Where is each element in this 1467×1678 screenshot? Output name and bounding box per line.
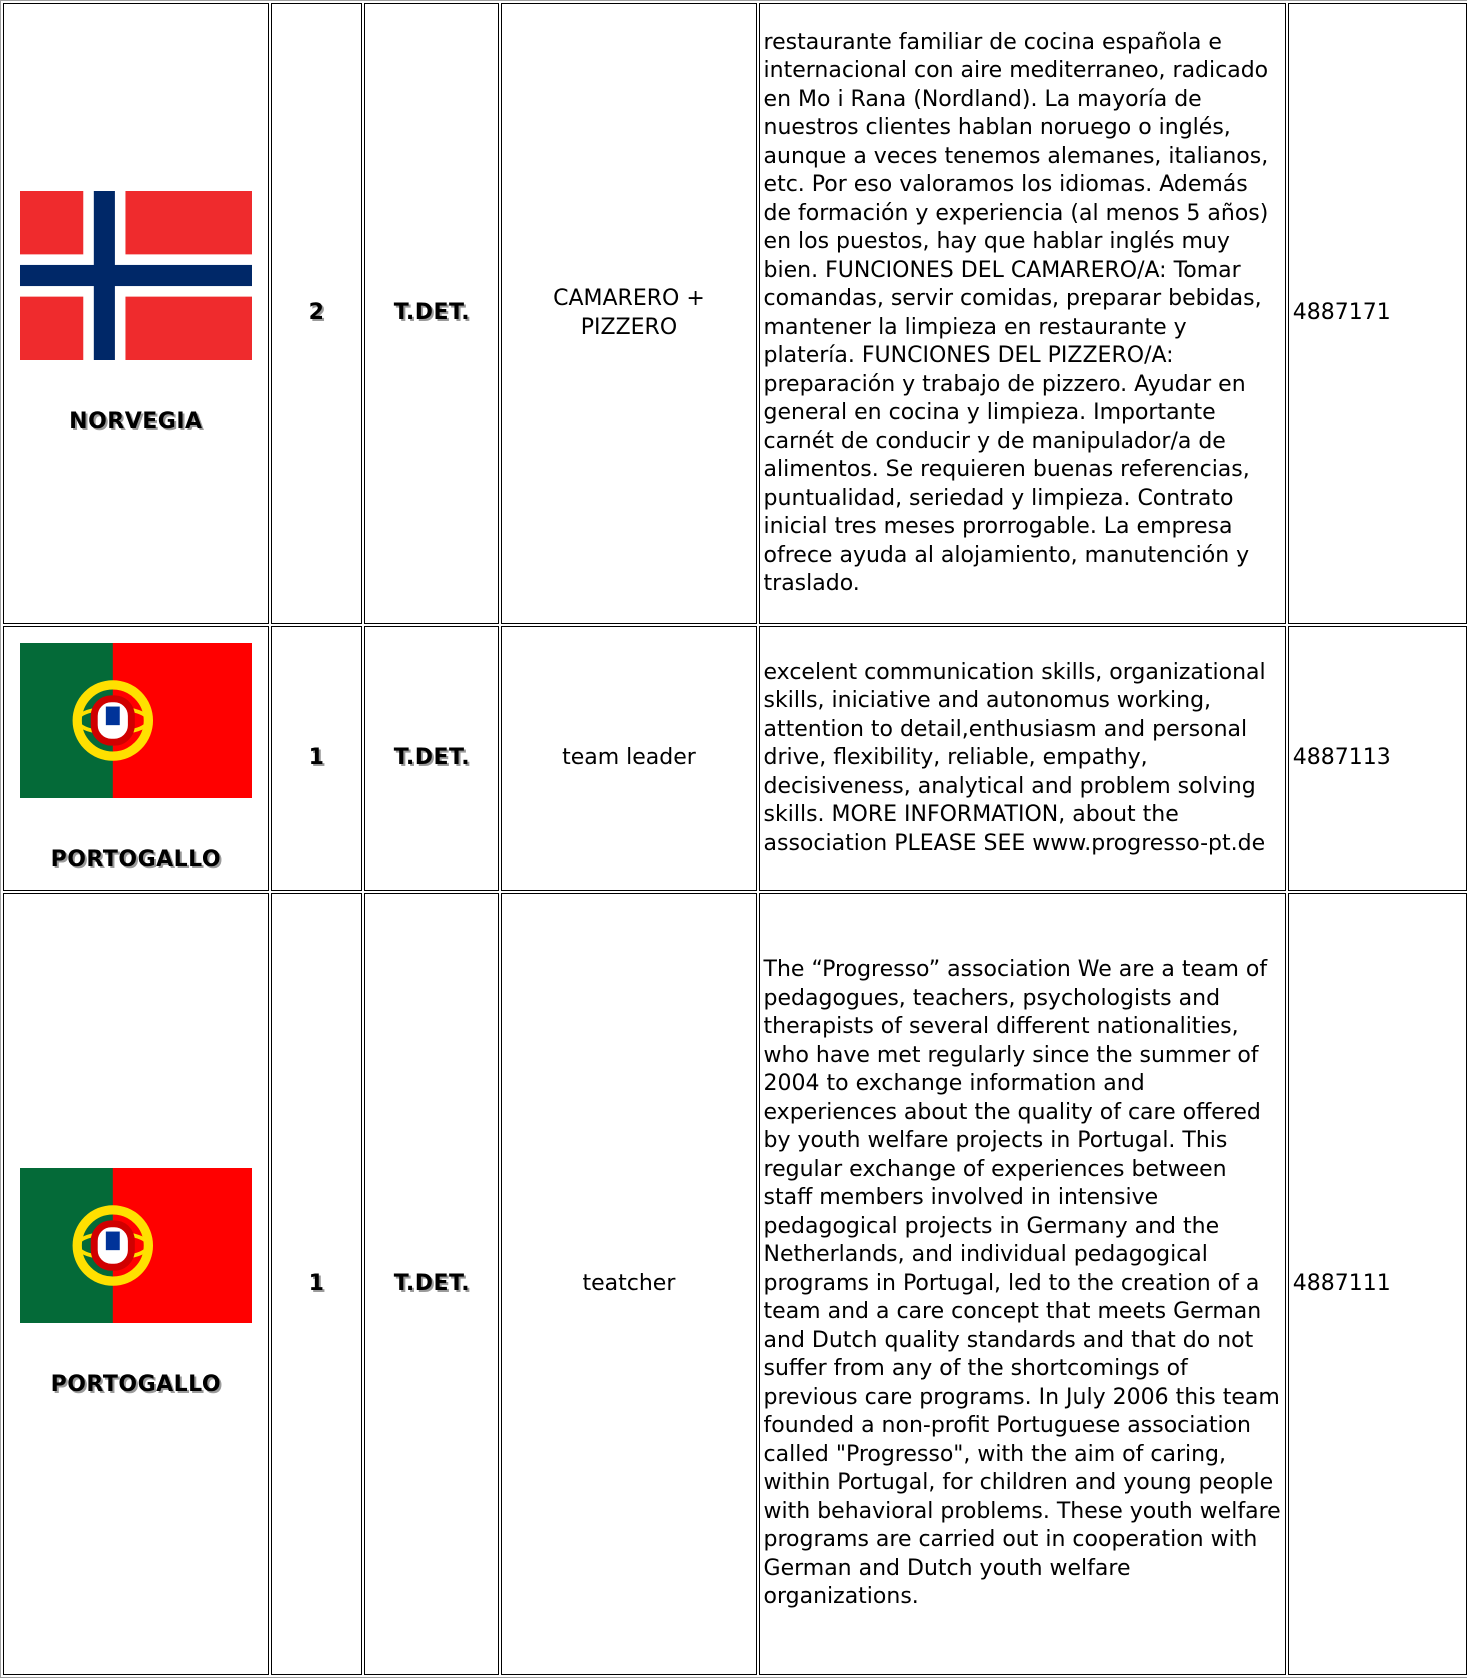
contract-type-value: T.DET. bbox=[393, 300, 471, 326]
quantity-value: 2 bbox=[308, 300, 325, 326]
quantity-cell bbox=[271, 893, 363, 1675]
position-cell: team leader bbox=[501, 626, 756, 891]
country-cell bbox=[3, 893, 269, 1675]
table-row bbox=[3, 893, 1467, 1675]
country-name: NORVEGIA bbox=[69, 408, 203, 434]
country-cell bbox=[3, 3, 269, 624]
contract-type-value: T.DET. bbox=[393, 1270, 471, 1296]
country-name: PORTOGALLO bbox=[50, 1372, 222, 1398]
position-cell: teatcher bbox=[501, 893, 756, 1675]
contract-type-cell bbox=[364, 626, 499, 891]
quantity-cell bbox=[271, 626, 363, 891]
description-cell: restaurante familiar de cocina española e internacional con aire mediterraneo, radicado en Mo i Rana (Nordland). La mayoría de nuestros clientes hablan noruego o inglés, aunque a veces tenemos alemanes, italianos, etc. Por eso valoramos los idiomas. Además de formación y experiencia (al menos 5 años) en los puestos, hay que hablar inglés muy bien. FUNCIONES DEL CAMARERO/A: Tomar comandas, servir comidas, preparar bebidas, mantener la limpieza en restaurante y platería. FUNCIONES DEL PIZZERO/A: preparación y trabajo de pizzero. Ayudar en general en cocina y limpieza. Importante carnét de conducir y de manipulador/a de alimentos. Se requieren buenas referencias, puntualidad, seriedad y limpieza. Contrato inicial tres meses prorrogable. La empresa ofrece ayuda al alojamiento, manutención y traslado. bbox=[759, 3, 1286, 624]
contract-type-value: T.DET. bbox=[393, 745, 471, 771]
country-name: PORTOGALLO bbox=[50, 846, 222, 872]
offer-code-cell: 4887111 bbox=[1288, 893, 1467, 1675]
description-cell: excelent communication skills, organizational skills, iniciative and autonomus working, attention to detail,enthusiasm and personal drive, flexibility, reliable, empathy, decisiveness, analytical and problem solving skills. MORE INFORMATION, about the association PLEASE SEE www.progresso-pt.de bbox=[759, 626, 1286, 891]
contract-type-cell bbox=[364, 893, 499, 1675]
position-cell: CAMARERO + PIZZERO bbox=[501, 3, 756, 624]
quantity-value: 1 bbox=[308, 745, 325, 771]
portugal-flag-icon bbox=[20, 643, 252, 798]
offer-code-cell: 4887171 bbox=[1288, 3, 1467, 624]
contract-type-cell bbox=[364, 3, 499, 624]
quantity-value: 1 bbox=[308, 1270, 325, 1296]
quantity-cell bbox=[271, 3, 363, 624]
portugal-flag-icon bbox=[20, 1168, 252, 1323]
table-row bbox=[3, 3, 1467, 624]
offer-code-cell: 4887113 bbox=[1288, 626, 1467, 891]
country-cell bbox=[3, 626, 269, 891]
table-row bbox=[3, 626, 1467, 891]
description-cell: The “Progresso” association We are a team of pedagogues, teachers, psychologists and therapists of several different nationalities, who have met regularly since the summer of 2004 to exchange information and experiences about the quality of care offered by youth welfare projects in Portugal. This regular exchange of experiences between staff members involved in intensive pedagogical projects in Germany and the Netherlands, and individual pedagogical programs in Portugal, led to the creation of a team and a care concept that meets German and Dutch quality standards and that do not suffer from any of the shortcomings of previous care programs. In July 2006 this team founded a non-profit Portuguese association called "Progresso", with the aim of caring, within Portugal, for children and young people with behavioral problems. These youth welfare programs are carried out in cooperation with German and Dutch youth welfare organizations. bbox=[759, 893, 1286, 1675]
norway-flag-icon bbox=[20, 191, 252, 360]
